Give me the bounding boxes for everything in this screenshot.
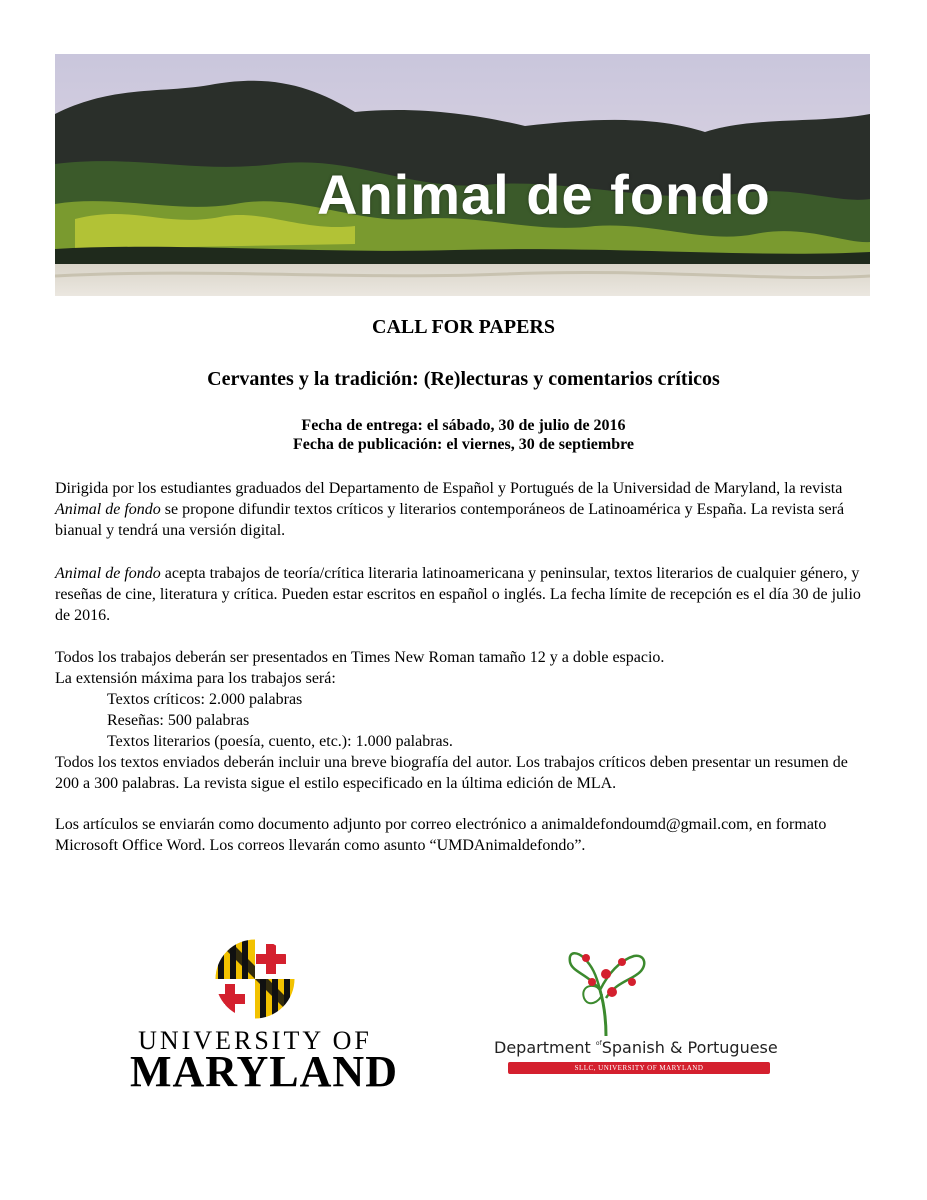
document-subtitle: Cervantes y la tradición: (Re)lecturas y comentarios críticos xyxy=(207,368,720,390)
length-item-literary: Textos literarios (poesía, cuento, etc.): 1.000 palabras. xyxy=(107,733,453,750)
delivery-date: Fecha de entrega: el sábado, 30 de julio de 2016 xyxy=(301,417,626,434)
umd-logo-line1: UNIVERSITY OF xyxy=(138,1026,372,1055)
call-for-papers-heading: CALL FOR PAPERS xyxy=(372,316,555,338)
publication-date: Fecha de publicación: el viernes, 30 de septiembre xyxy=(293,436,634,453)
tree-icon xyxy=(488,938,784,1038)
umd-logo-line2: MARYLAND xyxy=(130,1047,398,1096)
department-languages: Spanish & Portuguese xyxy=(601,1038,778,1057)
department-name xyxy=(494,1038,784,1057)
banner-image xyxy=(55,54,870,296)
requirements-block xyxy=(55,647,875,794)
length-item-critical: Textos críticos: 2.000 palabras xyxy=(107,691,303,708)
format-requirement: Todos los trabajos deberán ser presentados en Times New Roman tamaño 12 y a doble espacio. xyxy=(55,649,665,666)
journal-name-italic: Animal de fondo xyxy=(55,565,161,582)
journal-name-italic: Animal de fondo xyxy=(55,501,161,518)
length-intro: La extensión máxima para los trabajos será: xyxy=(55,670,336,687)
intro-paragraph xyxy=(55,478,875,541)
maryland-flag-globe-icon xyxy=(214,938,296,1020)
intro-text-b: se propone difundir textos críticos y literarios contemporáneos de Latinoamérica y España. La revista será bianual y tendrá una versión digital. xyxy=(55,501,845,539)
department-logo xyxy=(488,938,784,1098)
department-word: Department xyxy=(494,1038,591,1057)
scope-text: acepta trabajos de teoría/crítica literaria latinoamericana y peninsular, textos literarios de cualquier género, y reseñas de cine, literatura y crítica. Pueden estar escritos en español o inglés. La fecha límite de recepción es el día 30 de julio de 2016. xyxy=(55,565,861,624)
university-of-maryland-logo xyxy=(130,938,398,1096)
bio-requirement: Todos los textos enviados deberán incluir una breve biografía del autor. Los trabajos críticos deben presentar un resumen de 200 a 300 palabras. La revista sigue el estilo especificado en la última edición de MLA. xyxy=(55,754,848,792)
length-item-reviews: Reseñas: 500 palabras xyxy=(107,712,250,729)
department-of: of xyxy=(595,1040,602,1047)
submission-paragraph: Los artículos se enviarán como documento adjunto por correo electrónico a animaldefondoumd@gmail.com, en formato Microsoft Office Word. Los correos llevarán como asunto “UMDAnimaldefondo”. xyxy=(55,816,827,854)
scope-paragraph xyxy=(55,563,875,626)
department-subtitle: SLLC, UNIVERSITY OF MARYLAND xyxy=(574,1064,704,1072)
intro-text-a: Dirigida por los estudiantes graduados del Departamento de Español y Portugués de la Universidad de Maryland, la revista xyxy=(55,480,843,497)
banner-title: Animal de fondo xyxy=(317,163,771,226)
